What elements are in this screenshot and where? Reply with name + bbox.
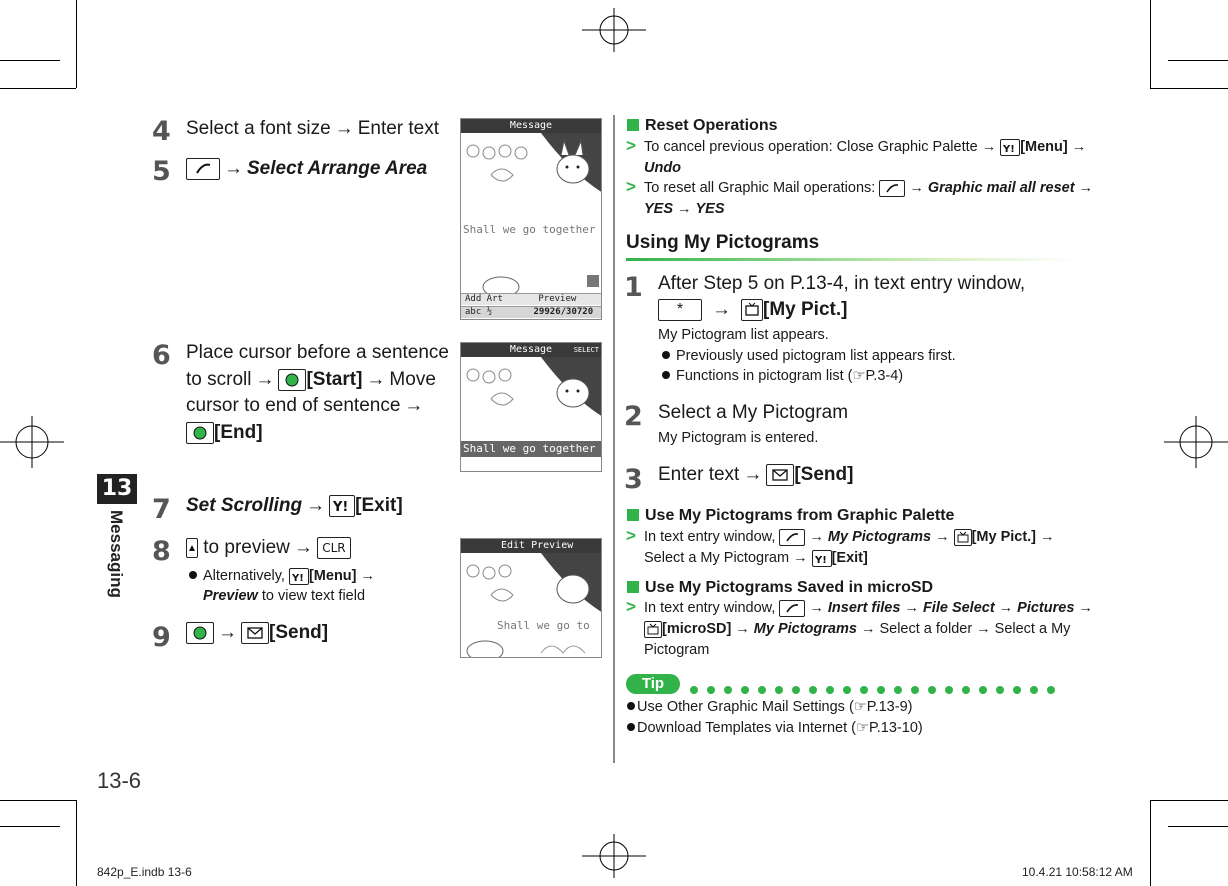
- reset-item-2-yes: YES → YES: [644, 201, 725, 217]
- crop-mark: [1150, 88, 1228, 89]
- arrow-icon: →: [735, 621, 750, 637]
- arrow-icon: →: [809, 600, 824, 616]
- crop-mark: [76, 800, 77, 886]
- step-5-text: → Select Arrange Area: [186, 155, 427, 182]
- svg-text:Y!: Y!: [814, 554, 827, 566]
- chevron-right-icon: >: [626, 597, 636, 616]
- arrow-icon: →: [1078, 180, 1094, 196]
- bullet-icon: [627, 723, 635, 731]
- print-file-info: 842p_E.indb 13-6: [97, 865, 192, 879]
- section-square-icon: [627, 581, 639, 593]
- arrow-icon: →: [218, 622, 237, 643]
- arrow-icon: →: [976, 621, 991, 637]
- arrow-icon: →: [860, 621, 876, 637]
- phone-screen-1: [460, 118, 602, 320]
- pictogram-step-2: Select a My Pictogram: [658, 402, 849, 423]
- arrow-icon: →: [1071, 139, 1087, 155]
- center-key-icon: [186, 622, 214, 644]
- arrow-icon: →: [998, 600, 1014, 616]
- tv-key-icon: [741, 299, 763, 321]
- pictogram-step-1-line-1: After Step 5 on P.13-4, in text entry window,: [658, 273, 1026, 294]
- chevron-right-icon: >: [626, 136, 636, 155]
- screen-softkey-bar: Add Art Preview: [461, 293, 601, 305]
- step-number: 9: [152, 622, 171, 653]
- pictogram-step-1-note: My Pictogram list appears.: [658, 327, 829, 343]
- step-6-line-2: to scroll → [Start] → Move: [186, 366, 436, 393]
- palette-line-2: Select a My Pictogram → Y! [Exit]: [644, 550, 868, 566]
- screen-message-line: Shall we go together: [463, 442, 596, 455]
- step-number: 3: [624, 464, 643, 495]
- arrow-icon: →: [224, 158, 243, 179]
- svg-text:Y!: Y!: [291, 572, 304, 584]
- arrow-icon: →: [334, 118, 354, 139]
- palette-line-1: In text entry window, → My Pictograms → [My Pict.] →: [644, 529, 1055, 545]
- arrow-icon: →: [909, 180, 924, 196]
- reset-item-1: To cancel previous operation: Close Graphic Palette → Y! [Menu] →: [644, 139, 1087, 155]
- step-number: 1: [624, 272, 643, 303]
- clr-key: CLR: [317, 537, 351, 559]
- crop-mark: [0, 60, 60, 61]
- crop-mark: [1150, 800, 1228, 801]
- crop-mark: [1150, 800, 1151, 886]
- arrow-icon: →: [366, 369, 386, 390]
- svg-text:Y!: Y!: [1003, 143, 1015, 155]
- section-heading: Using My Pictograms: [626, 232, 820, 253]
- arrow-icon: →: [904, 600, 919, 616]
- svg-text:Y!: Y!: [333, 499, 349, 515]
- mail-send-key-icon: [879, 180, 905, 197]
- up-key-icon: [186, 538, 198, 558]
- reset-item-1-undo: Undo: [644, 160, 682, 176]
- arrow-icon: →: [935, 529, 950, 545]
- arrow-icon: →: [1078, 600, 1093, 616]
- arrow-icon: →: [360, 568, 375, 584]
- chapter-label: Messaging: [107, 510, 126, 598]
- bullet-icon: [189, 571, 197, 579]
- arrow-icon: →: [981, 139, 997, 155]
- step-number: 2: [624, 401, 643, 432]
- crop-mark: [1168, 60, 1228, 61]
- microsd-line-1: In text entry window, → Insert files → File Select → Pictures →: [644, 600, 1093, 616]
- crop-mark: [1168, 826, 1228, 827]
- palette-section-title: Use My Pictograms from Graphic Palette: [627, 507, 954, 525]
- step-8-text: to preview → CLR: [186, 534, 351, 561]
- mail-send-key-icon: [186, 158, 220, 180]
- mail-key-icon: [766, 464, 794, 486]
- microsd-line-3: Pictogram: [644, 642, 710, 658]
- tip-item-2: Download Templates via Internet (☞P.13-10): [627, 718, 923, 738]
- step-6-line-4: [End]: [186, 419, 263, 446]
- reset-operations-title: Reset Operations: [627, 117, 777, 135]
- crop-mark: [0, 88, 76, 89]
- registration-target-icon: [582, 8, 646, 52]
- tip-dotted-rule: [690, 681, 1064, 689]
- step-number: 4: [152, 116, 171, 147]
- screen-title-bar: Edit Preview: [461, 539, 601, 553]
- pictogram-step-2-note: My Pictogram is entered.: [658, 430, 819, 446]
- yahoo-key-icon: [1000, 139, 1020, 156]
- page-number: 13-6: [97, 768, 142, 793]
- arrow-icon: →: [793, 550, 808, 566]
- crop-mark: [76, 0, 77, 88]
- crop-mark: [0, 826, 60, 827]
- yahoo-key-icon: [329, 495, 355, 517]
- microsd-line-2: [microSD] → My Pictograms → Select a folder → Select a My: [644, 619, 1070, 639]
- phone-screen-2: [460, 342, 602, 472]
- character-art-icon: [461, 269, 602, 295]
- arrow-icon: →: [255, 369, 275, 390]
- step-6-line-3: cursor to end of sentence →: [186, 392, 427, 419]
- crop-mark: [0, 800, 76, 801]
- arrow-icon: →: [404, 395, 424, 416]
- column-divider: [613, 115, 615, 763]
- step-9-text: → [Send]: [186, 619, 328, 646]
- microsd-section-title: Use My Pictograms Saved in microSD: [627, 579, 933, 597]
- heading-underline: [626, 258, 1076, 261]
- pictogram-step-3: Enter text → [Send]: [658, 461, 853, 488]
- screen-status-bar: abc ½ 29926/30720: [461, 306, 601, 318]
- arrow-icon: →: [743, 464, 763, 485]
- step-number: 6: [152, 340, 171, 371]
- yahoo-key-icon: [289, 568, 309, 585]
- center-key-icon: [278, 369, 306, 391]
- step-number: 8: [152, 536, 171, 567]
- step-8-note-2: Preview to view text field: [203, 588, 366, 604]
- asterisk-key-icon: *: [658, 299, 702, 321]
- crop-mark: [1150, 0, 1151, 88]
- arrow-icon: →: [1040, 529, 1055, 545]
- reset-item-2: To reset all Graphic Mail operations: → Graphic mail all reset →: [644, 180, 1094, 196]
- arrow-icon: →: [677, 201, 692, 217]
- pictogram-step-1-bullet-2: Functions in pictogram list (☞P.3-4): [662, 366, 903, 386]
- section-square-icon: [627, 119, 639, 131]
- chevron-right-icon: >: [626, 526, 636, 545]
- pictogram-step-1-line-2: * → [My Pict.]: [658, 296, 847, 323]
- graphic-mail-art-icon: [461, 553, 602, 658]
- step-number: 5: [152, 156, 171, 187]
- pictogram-step-1-bullet-1: Previously used pictogram list appears first.: [662, 346, 956, 366]
- screen-title-bar: Message SELECT: [461, 343, 601, 357]
- arrow-icon: →: [293, 537, 313, 558]
- arrow-icon: →: [712, 299, 731, 320]
- chapter-number-tab: 13: [97, 474, 137, 504]
- chevron-right-icon: >: [626, 177, 636, 196]
- arrow-icon: →: [306, 495, 326, 516]
- pointing-hand-icon: ☞: [853, 699, 867, 715]
- tip-item-1: Use Other Graphic Mail Settings (☞P.13-9): [627, 697, 912, 717]
- graphic-mail-art-icon: [461, 133, 602, 213]
- arrow-icon: →: [809, 529, 824, 545]
- screen-message-line: Shall we go to: [497, 619, 590, 632]
- screen-title-bar: Message: [461, 119, 601, 133]
- mail-send-key-icon: [779, 529, 805, 546]
- center-key-icon: [186, 422, 214, 444]
- bullet-icon: [662, 351, 670, 359]
- pointing-hand-icon: ☞: [855, 720, 869, 736]
- tv-key-icon: [644, 621, 662, 638]
- step-7-text: Set Scrolling → Y! [Exit]: [186, 492, 403, 519]
- section-square-icon: [627, 509, 639, 521]
- tip-badge: Tip: [626, 674, 680, 694]
- mail-send-key-icon: [779, 600, 805, 617]
- mail-key-icon: [241, 622, 269, 644]
- step-number: 7: [152, 494, 171, 525]
- yahoo-key-icon: [812, 550, 832, 567]
- bullet-icon: [627, 702, 635, 710]
- registration-target-icon: [582, 834, 646, 878]
- graphic-mail-art-icon: [461, 357, 602, 437]
- pointing-hand-icon: ☞: [852, 368, 866, 384]
- bullet-icon: [662, 371, 670, 379]
- step-6-line-1: Place cursor before a sentence: [186, 342, 449, 363]
- phone-screen-3: [460, 538, 602, 658]
- registration-target-icon: [1164, 416, 1228, 468]
- tv-key-icon: [954, 529, 972, 546]
- step-4-text: Select a font size → Enter text: [186, 115, 439, 142]
- step-8-note: Alternatively, Y! [Menu] →: [189, 566, 379, 586]
- print-timestamp: 10.4.21 10:58:12 AM: [1022, 865, 1133, 879]
- screen-message-line: Shall we go together: [463, 223, 596, 236]
- registration-target-icon: [0, 416, 64, 468]
